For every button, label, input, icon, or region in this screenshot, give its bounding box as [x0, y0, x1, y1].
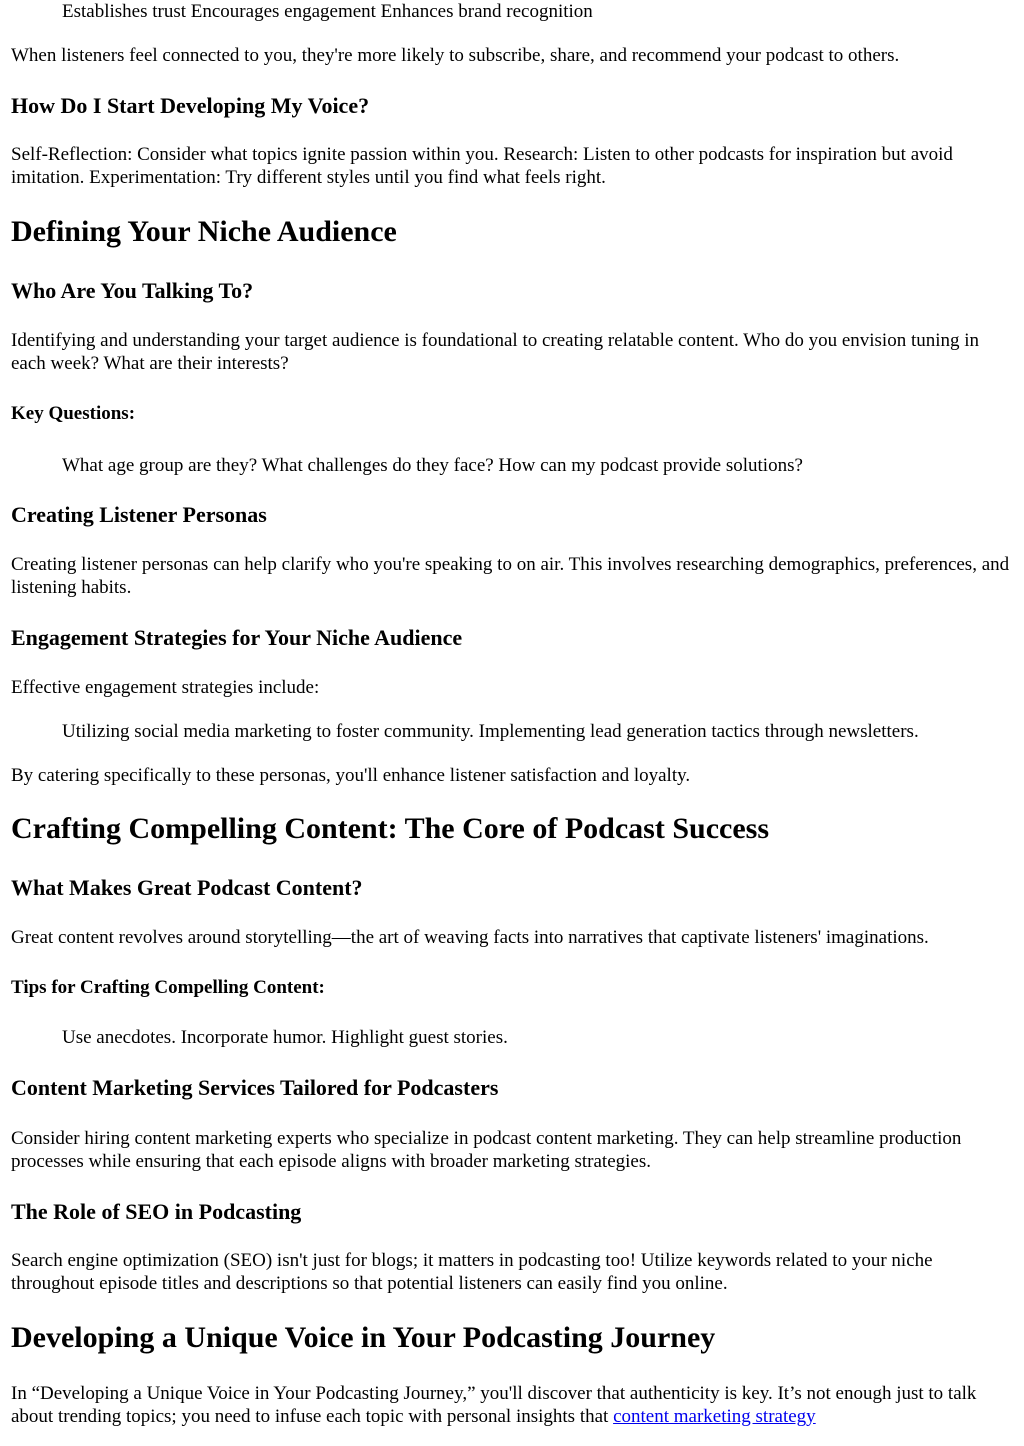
- benefits-list: Establishes trust Encourages engagement Enhances brand recognition: [62, 1, 593, 22]
- voice-paragraph: Self-Reflection: Consider what topics ignite passion within you. Research: Listen to other podcasts for inspiration but avoid imitation. Experimentation: Try different styles until you find what feels right.: [11, 144, 953, 188]
- services-heading: Content Marketing Services Tailored for Podcasters: [11, 1075, 499, 1100]
- services-paragraph: Consider hiring content marketing experts who specialize in podcast content marketing. They can help streamline production processes while ensuring that each episode aligns with broader marketing strategies.: [11, 1128, 962, 1172]
- unique-voice-paragraph-text: In “Developing a Unique Voice in Your Podcasting Journey,” you'll discover that authenticity is key. It’s not enough just to talk about trending topics; you need to infuse each topic with personal insights that: [11, 1383, 977, 1427]
- tips-list: Use anecdotes. Incorporate humor. Highlight guest stories.: [62, 1027, 508, 1048]
- connected-paragraph: When listeners feel connected to you, they're more likely to subscribe, share, and recommend your podcast to others.: [11, 45, 900, 66]
- engagement-intro: Effective engagement strategies include:: [11, 677, 320, 698]
- engagement-heading: Engagement Strategies for Your Niche Audience: [11, 625, 463, 650]
- content-heading: Crafting Compelling Content: The Core of Podcast Success: [11, 812, 770, 845]
- talking-heading: Who Are You Talking To?: [11, 278, 254, 303]
- key-questions-heading: Key Questions:: [11, 403, 136, 424]
- great-content-heading: What Makes Great Podcast Content?: [11, 875, 363, 900]
- tips-heading: Tips for Crafting Compelling Content:: [11, 977, 325, 998]
- content-marketing-strategy-link[interactable]: content marketing strategy: [613, 1406, 816, 1427]
- talking-paragraph: Identifying and understanding your target audience is foundational to creating relatable content. Who do you envision tuning in each week? What are their interests?: [11, 330, 980, 374]
- personas-heading: Creating Listener Personas: [11, 502, 267, 527]
- voice-heading: How Do I Start Developing My Voice?: [11, 93, 370, 118]
- unique-voice-paragraph: [11, 1382, 1014, 1428]
- engagement-list: Utilizing social media marketing to foster community. Implementing lead generation tactics through newsletters.: [62, 721, 919, 742]
- catering-paragraph: By catering specifically to these personas, you'll enhance listener satisfaction and loyalty.: [11, 765, 691, 786]
- key-questions-list: What age group are they? What challenges do they face? How can my podcast provide solutions?: [62, 455, 803, 476]
- personas-paragraph: Creating listener personas can help clarify who you're speaking to on air. This involves researching demographics, preferences, and listening habits.: [11, 554, 1010, 598]
- great-content-paragraph: Great content revolves around storytelling—the art of weaving facts into narratives that captivate listeners' imaginations.: [11, 927, 929, 948]
- unique-voice-heading: Developing a Unique Voice in Your Podcasting Journey: [11, 1321, 716, 1354]
- niche-heading: Defining Your Niche Audience: [11, 215, 397, 248]
- seo-heading: The Role of SEO in Podcasting: [11, 1199, 302, 1224]
- seo-paragraph: Search engine optimization (SEO) isn't just for blogs; it matters in podcasting too! Utilize keywords related to your niche throughout episode titles and descriptions so that potential listeners can easily find you online.: [11, 1250, 933, 1294]
